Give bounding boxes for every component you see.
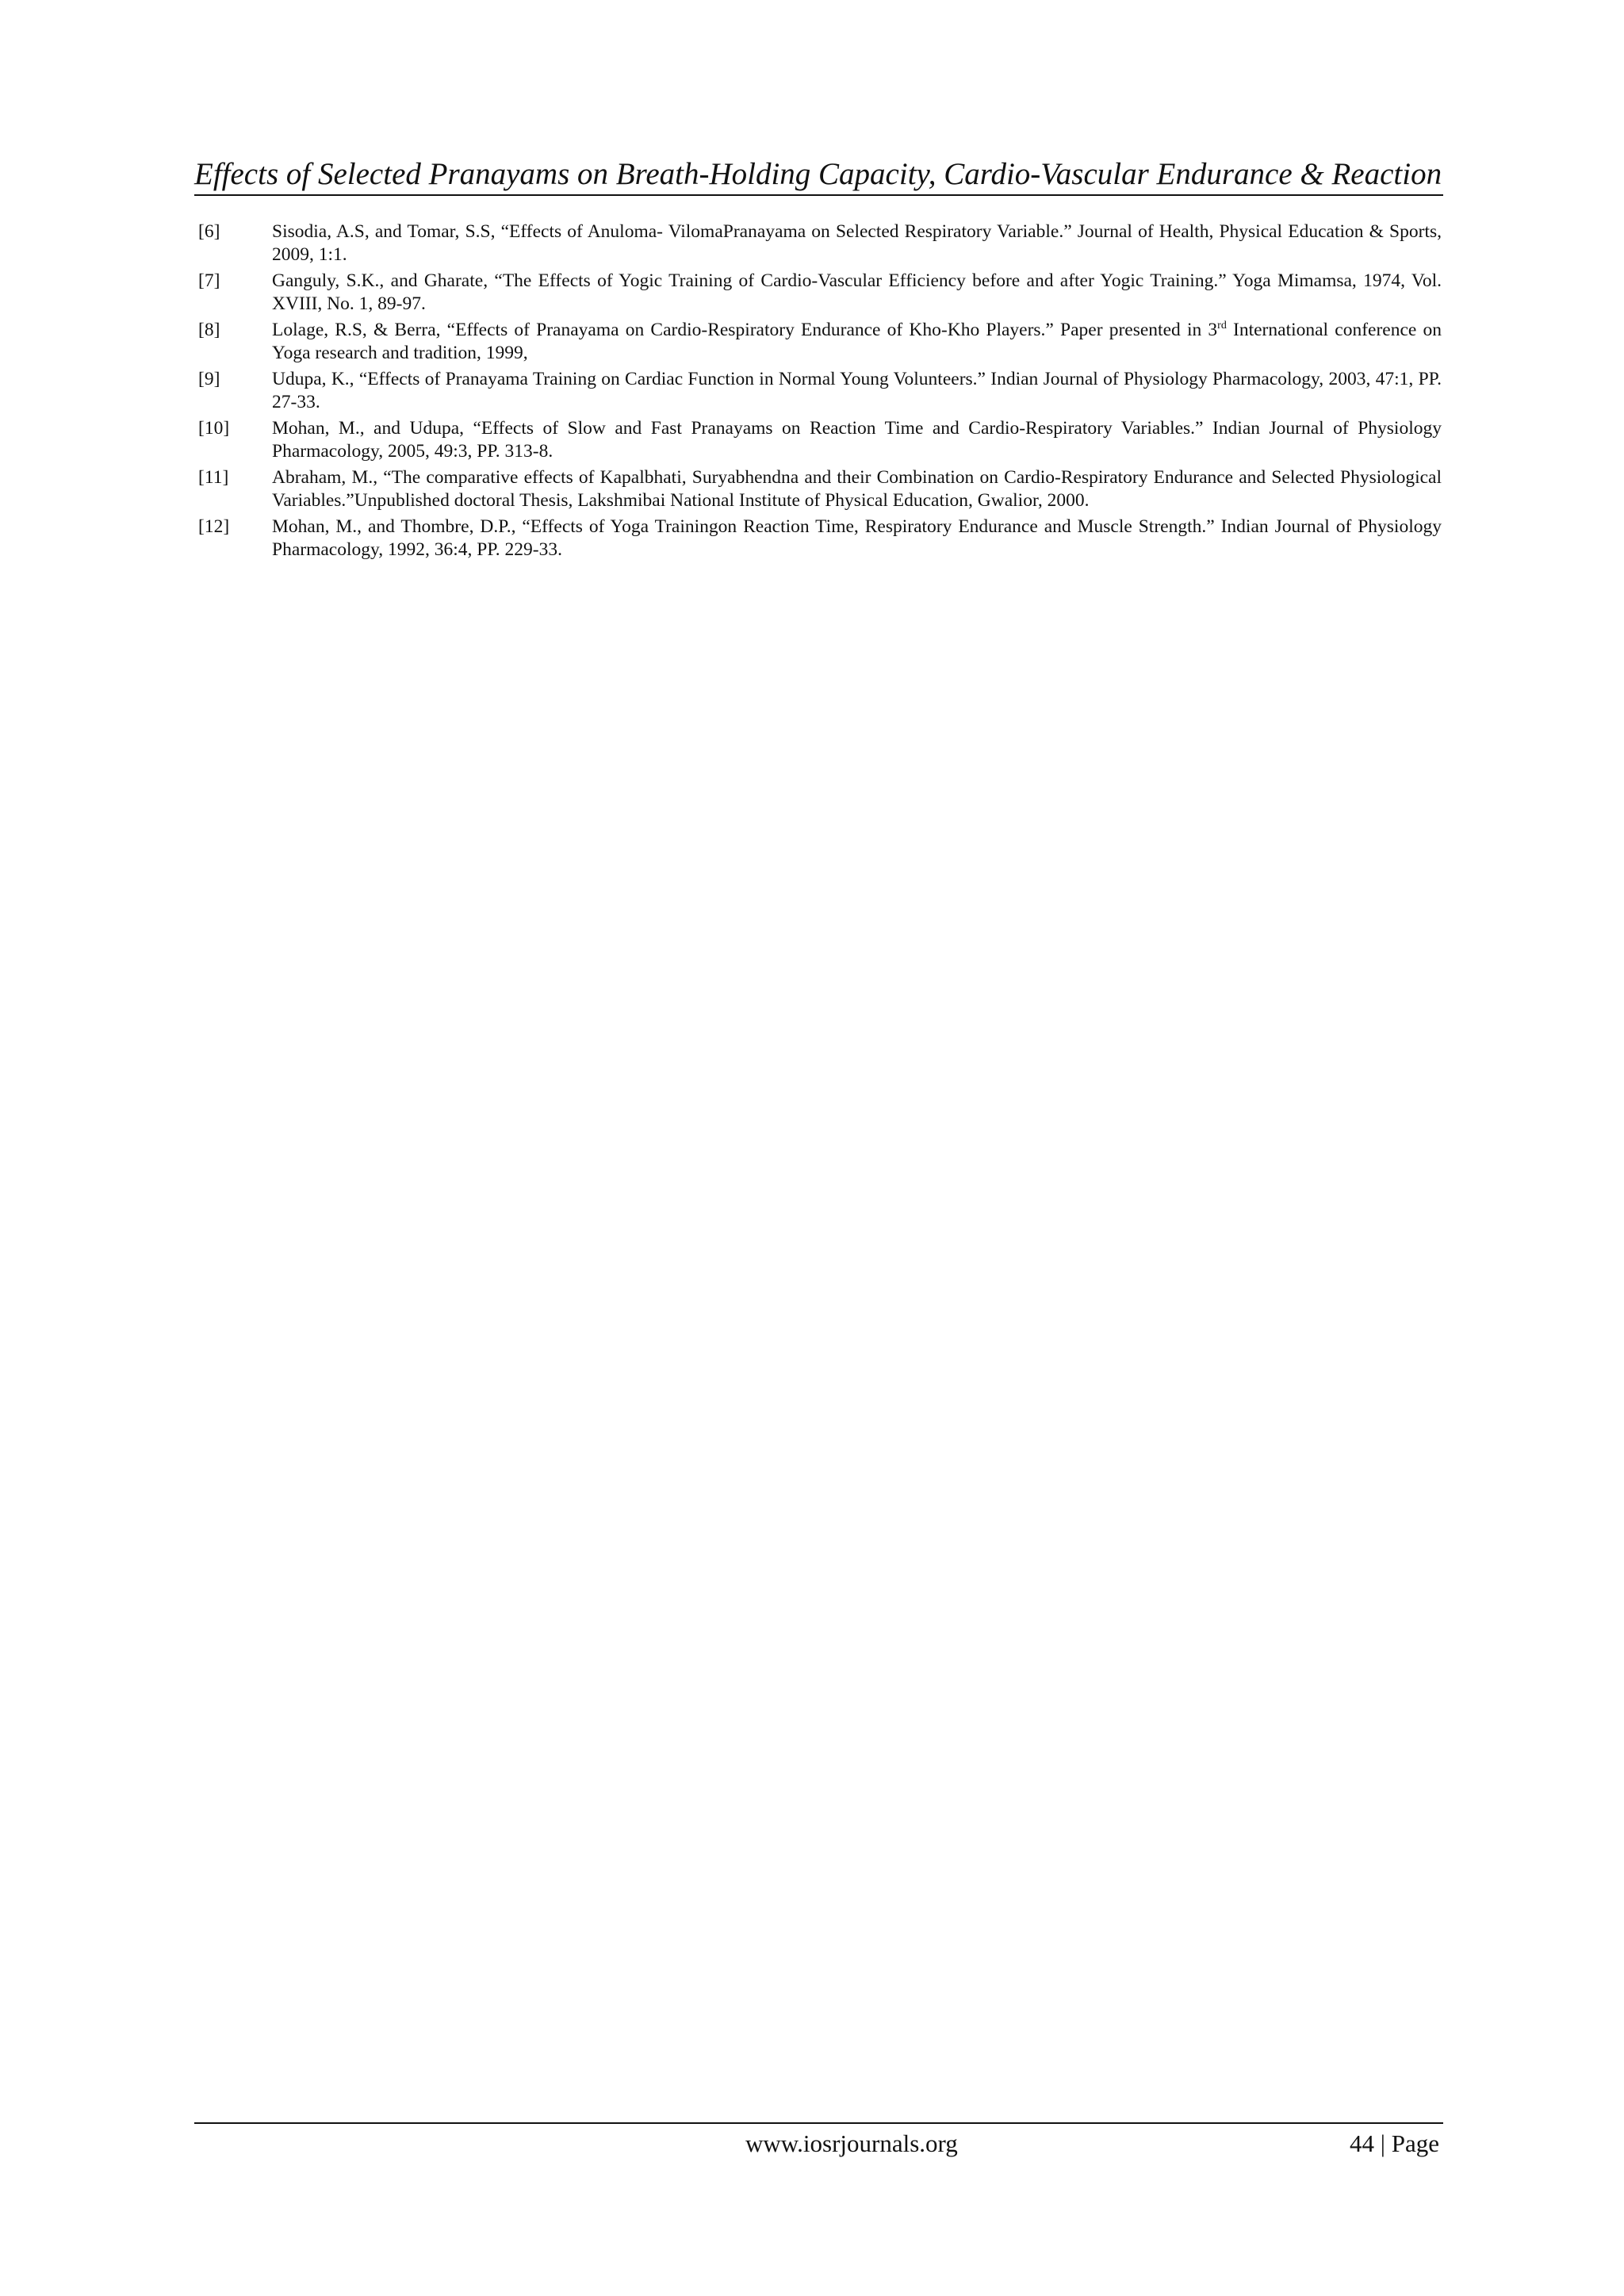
reference-text: Ganguly, S.K., and Gharate, “The Effects of Yogic Training of Cardio-Vascular Efficiency before and after Yogic Training.” Yoga Mimamsa, 1974, Vol. XVIII, No. 1, 89-97. bbox=[272, 270, 1442, 314]
reference-text-part: Lolage, R.S, & Berra, “Effects of Pranayama on Cardio-Respiratory Endurance of Kho-Kho Players.” Paper presented in 3 bbox=[272, 320, 1218, 340]
reference-number: [7] bbox=[198, 270, 220, 291]
reference-number: [6] bbox=[198, 221, 220, 242]
reference-number: [9] bbox=[198, 369, 220, 389]
reference-item-7 bbox=[198, 270, 1442, 316]
reference-number: [8] bbox=[198, 320, 220, 340]
reference-text-part: International conference on Yoga research and tradition, 1999, bbox=[272, 320, 1442, 363]
reference-item-11 bbox=[198, 466, 1442, 512]
reference-list bbox=[198, 220, 1442, 565]
reference-number: [10] bbox=[198, 418, 230, 439]
reference-number: [12] bbox=[198, 516, 230, 537]
header-rule bbox=[194, 194, 1443, 196]
reference-text: Abraham, M., “The comparative effects of Kapalbhati, Suryabhendna and their Combination on Cardio-Respiratory Endurance and Selected Physiological Variables.”Unpublished doctoral Thesis, Lakshmibai National Institute of Physical Education, Gwalior, 2000. bbox=[272, 467, 1442, 511]
page-number: 44 | Page bbox=[1350, 2129, 1439, 2157]
reference-item-8 bbox=[198, 319, 1442, 365]
reference-text: Sisodia, A.S, and Tomar, S.S, “Effects of Anuloma- VilomaPranayama on Selected Respiratory Variable.” Journal of Health, Physical Education & Sports, 2009, 1:1. bbox=[272, 221, 1442, 265]
reference-text bbox=[272, 319, 1442, 365]
journal-url: www.iosrjournals.org bbox=[745, 2129, 958, 2157]
ordinal-superscript: rd bbox=[1217, 320, 1227, 332]
reference-text: Mohan, M., and Udupa, “Effects of Slow and Fast Pranayams on Reaction Time and Cardio-Respiratory Variables.” Indian Journal of Physiology Pharmacology, 2005, 49:3, PP. 313-8. bbox=[272, 418, 1442, 462]
running-header: Effects of Selected Pranayams on Breath-Holding Capacity, Cardio-Vascular Endurance & Reaction bbox=[194, 157, 1442, 191]
reference-text: Mohan, M., and Thombre, D.P., “Effects of Yoga Trainingon Reaction Time, Respiratory Endurance and Muscle Strength.” Indian Journal of Physiology Pharmacology, 1992, 36:4, PP. 229-33. bbox=[272, 516, 1442, 560]
reference-item-6 bbox=[198, 220, 1442, 266]
reference-text: Udupa, K., “Effects of Pranayama Training on Cardiac Function in Normal Young Volunteers.” Indian Journal of Physiology Pharmacology, 2003, 47:1, PP. 27-33. bbox=[272, 369, 1442, 412]
reference-item-9 bbox=[198, 368, 1442, 414]
reference-number: [11] bbox=[198, 467, 229, 488]
reference-item-10 bbox=[198, 417, 1442, 463]
reference-item-12 bbox=[198, 516, 1442, 562]
footer-rule bbox=[194, 2122, 1443, 2124]
